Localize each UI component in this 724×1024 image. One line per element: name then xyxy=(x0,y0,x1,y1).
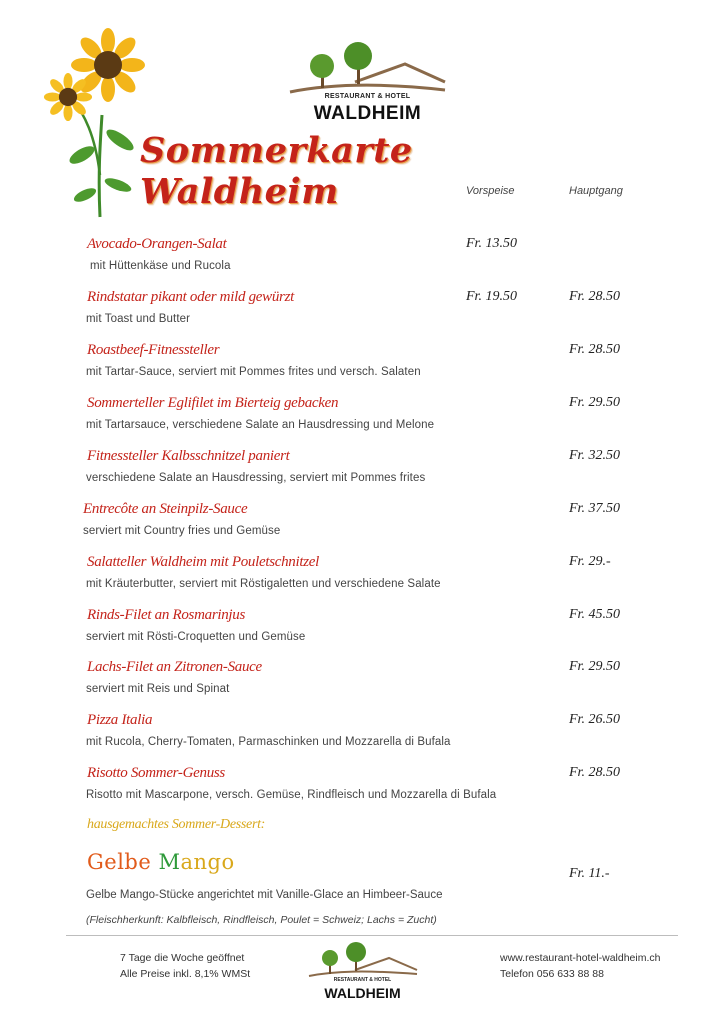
menu-item-description: mit Hüttenkäse und Rucola xyxy=(90,260,231,272)
footer-website-link[interactable]: www.restaurant-hotel-waldheim.ch xyxy=(500,952,661,964)
price-hauptgang: Fr. 26.50 xyxy=(569,712,620,727)
menu-item-description: mit Rucola, Cherry-Tomaten, Parmaschinken und Mozzarella di Bufala xyxy=(86,736,451,748)
meat-origin-note: (Fleischherkunft: Kalbfleisch, Rindfleisch, Poulet = Schweiz; Lachs = Zucht) xyxy=(86,914,437,926)
dessert-title xyxy=(87,850,235,874)
menu-item-name: Lachs-Filet an Zitronen-Sauce xyxy=(87,659,262,675)
logo-name: WALDHEIM xyxy=(313,103,422,124)
dessert-title-part: ango xyxy=(180,850,235,874)
menu-item-description: serviert mit Rösti-Croquetten und Gemüse xyxy=(86,631,306,643)
price-vorspeise: Fr. 19.50 xyxy=(466,289,517,304)
page-title: Sommerkarte Waldheim xyxy=(140,130,413,212)
dessert-heading: hausgemachtes Sommer-Dessert: xyxy=(87,817,266,832)
footer-phone: Telefon 056 633 88 88 xyxy=(500,968,604,980)
menu-item-name: Pizza Italia xyxy=(87,712,153,728)
menu-item-description: serviert mit Reis und Spinat xyxy=(86,683,230,695)
menu-item-name: Roastbeef-Fitnessteller xyxy=(87,342,220,358)
footer-right xyxy=(500,950,660,982)
price-hauptgang: Fr. 29.50 xyxy=(569,659,620,674)
dessert-description: Gelbe Mango-Stücke angerichtet mit Vanille-Glace an Himbeer-Sauce xyxy=(86,889,443,901)
logo-subtitle: RESTAURANT & HOTEL xyxy=(324,93,411,100)
dessert-price: Fr. 11.- xyxy=(569,866,610,881)
dessert-title-part: Gelbe xyxy=(87,850,159,874)
menu-item-name: Avocado-Orangen-Salat xyxy=(87,236,227,252)
price-hauptgang: Fr. 28.50 xyxy=(569,765,620,780)
column-header-vorspeise: Vorspeise xyxy=(466,185,515,197)
footer-divider xyxy=(66,935,678,936)
menu-item-name: Fitnessteller Kalbsschnitzel paniert xyxy=(87,448,290,464)
column-header-hauptgang: Hauptgang xyxy=(569,185,623,197)
menu-item-description: Risotto mit Mascarpone, versch. Gemüse, Rindfleisch und Mozzarella di Bufala xyxy=(86,789,497,801)
menu-item-name: Salatteller Waldheim mit Pouletschnitzel xyxy=(87,554,319,570)
footer-logo-name: WALDHEIM xyxy=(324,985,401,1001)
footer-vat: Alle Preise inkl. 8,1% WMSt xyxy=(120,968,251,980)
price-hauptgang: Fr. 45.50 xyxy=(569,607,620,622)
menu-item-name: Entrecôte an Steinpilz-Sauce xyxy=(83,501,248,517)
menu-item-description: mit Tartar-Sauce, serviert mit Pommes frites und versch. Salaten xyxy=(86,366,421,378)
menu-item-description: mit Tartarsauce, verschiedene Salate an Hausdressing und Melone xyxy=(86,419,435,431)
footer-logo-subtitle: RESTAURANT & HOTEL xyxy=(333,977,392,983)
price-hauptgang: Fr. 28.50 xyxy=(569,342,620,357)
price-vorspeise: Fr. 13.50 xyxy=(466,236,517,251)
price-hauptgang: Fr. 29.- xyxy=(569,554,611,569)
menu-item-description: serviert mit Country fries und Gemüse xyxy=(83,525,281,537)
dessert-title-part: M xyxy=(158,850,181,874)
footer-left xyxy=(120,950,250,982)
price-hauptgang: Fr. 29.50 xyxy=(569,395,620,410)
menu-item-name: Sommerteller Eglifilet im Bierteig gebacken xyxy=(87,395,339,411)
footer-opening: 7 Tage die Woche geöffnet xyxy=(120,952,245,964)
menu-item-name: Risotto Sommer-Genuss xyxy=(87,765,225,781)
menu-item-description: mit Kräuterbutter, serviert mit Röstigaletten und verschiedene Salate xyxy=(86,578,441,590)
price-hauptgang: Fr. 28.50 xyxy=(569,289,620,304)
menu-item-description: verschiedene Salate an Hausdressing, serviert mit Pommes frites xyxy=(86,472,426,484)
price-hauptgang: Fr. 37.50 xyxy=(569,501,620,516)
price-hauptgang: Fr. 32.50 xyxy=(569,448,620,463)
menu-item-name: Rinds-Filet an Rosmarinjus xyxy=(87,607,246,623)
menu-item-description: mit Toast und Butter xyxy=(86,313,191,325)
menu-item-name: Rindstatar pikant oder mild gewürzt xyxy=(87,289,295,305)
